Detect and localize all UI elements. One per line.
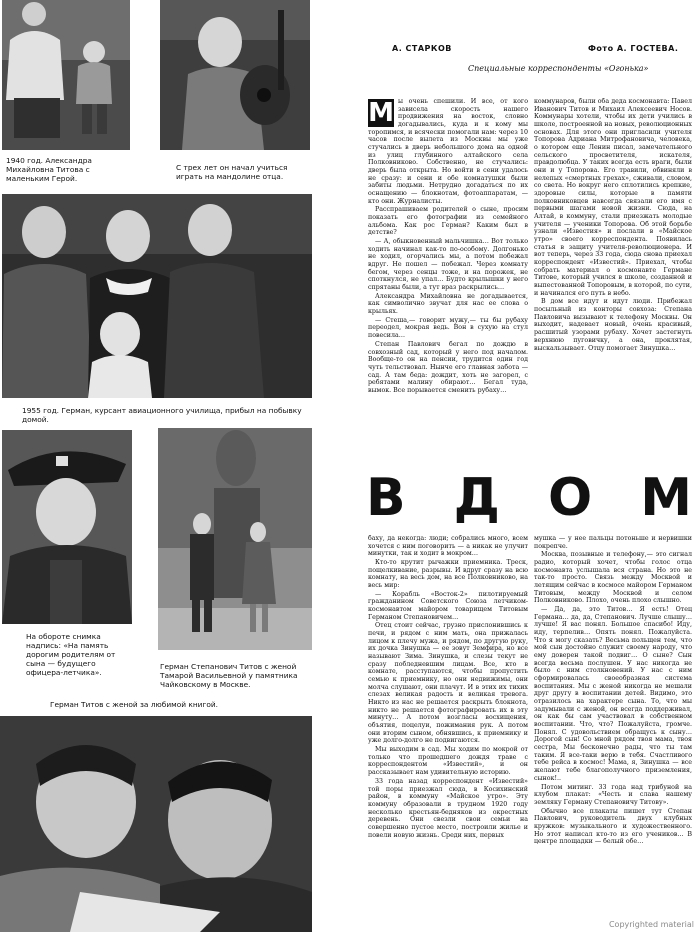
- paragraph: Степан Павлович бегал по дождю в совхозный сад, который у него под началом. Вообще-то он на пенсии, трудится один год чуть тельствовал. Нынче его главная забота — сад. А там беда: дождит, хоть не загорел, с ребятами малину обирают… Бегал туда, вымок. Все порывается сменить рубаху…: [368, 340, 528, 394]
- photo-family-portrait: [2, 194, 312, 398]
- drop-cap: М: [368, 98, 394, 128]
- caption-photo3: 1955 год. Герман, курсант авиационного училища, прибыл на побывку домой.: [22, 406, 302, 425]
- photo-mother-with-child: [2, 0, 130, 150]
- paragraph: Кто-то крутит рычажки приемника. Треск, пощелкивание, разрывы. И вдруг сразу на всю комнату, на весь дом, на все Полковниково, на весь мир:: [368, 559, 528, 590]
- paragraph: Александра Михайловна не догадывается, как символично звучат для нас ее слова о крыльях.: [368, 292, 528, 316]
- subtitle-correspondents: Специальные корреспонденты «Огонька»: [468, 64, 649, 73]
- paragraph: 33 года назад корреспондент «Известий» той поры приезжал сюда, в Косихинский район, в коммуну «Майское утро». Эту коммуну образовали в трудном 1920 году несколько крестьян-бедняков из окрестных деревень. Они свезли свои семьи на совершенно пустое место, построили жилье и повели новую жизнь. Среди них, первых: [368, 777, 528, 839]
- photo-cadet-portrait: [2, 430, 132, 624]
- headline-letter: В: [366, 468, 406, 528]
- paragraph: Отец стоит сейчас, грузно прислонившись к печи, и рядом с ним мать, она прижалась лицом к плечу мужа, и рядом, по другую руку, их дочка Зинушка — ее зовут Земфира, но все называют Зима. Зинушка, и слезы текут не сразу побледневшим лицам. Все, кто в комнате, расступаются, чтобы пропустить семью к приемнику, но они недвижимы, они молча слушают, они плачут. И в этих их тихих слезах великая радость и великая тревога. Никто из нас не решается раскрыть блокнота, никто не решается фотографировать их в эту минуту… А потом возгласы восхищения, объятия, поцелуи, пожимания рук. А потом они вторим сыном, обнявшись, к приемнику и уже долго-долго не подвигаются.: [368, 622, 528, 745]
- paragraph: Мы выходим в сад. Мы ходим по мокрой от только что прошедшего дождя траве с корреспондентом «Известий», и он рассказывает нам удивительную историю.: [368, 746, 528, 777]
- article-column-4: [534, 535, 692, 915]
- author-byline: А. СТАРКОВ: [392, 44, 452, 53]
- paragraph: Москва, позывные и телефону,— это сигнал радио, который хочет, чтобы голос отца космонавта услышала вся страна. Но это не так-то просто. Связь между Москвой и летящим сейчас в космосе майором Германом Титовым, между Москвой и селом Полковниково. Плохо, очень плохо слышно.: [534, 551, 692, 605]
- headline-letter: М: [640, 468, 692, 528]
- caption-photo4: На обороте снимка надпись: «На память дорогим родителям от сына — будущего офицера-летчика».: [26, 632, 116, 678]
- paragraph: В дом все идут и идут люди. Прибежал посыльный из конторы совхоза: Степана Павловича вызывают к телефону Москвы. Он выходит, надевает новый, очень красивый, расшитый узорами рубаху. Хочет застегнуть верхнюю пуговичку, а она, проклятая, выскальзывает. Отцу помогает Зинушка…: [534, 298, 692, 352]
- article-column-2: [534, 98, 692, 458]
- caption-photo6: Герман Титов с женой за любимой книгой.: [50, 700, 219, 709]
- paragraph: — Стеша,— говорит мужу,— ты бы рубаху переодел, мокрая ведь. Вон в сухую на стул повесила…: [368, 316, 528, 340]
- headline: [366, 470, 692, 526]
- article-column-1: [368, 98, 528, 458]
- paragraph: мушка — у нее пальцы потоньше и нервишки покрепче.: [534, 535, 692, 550]
- photo-couple-with-book: [0, 716, 312, 932]
- paragraph: Потом митинг. 33 года над трибуной на клубом плакат: «Честь и слава нашему земляку Герману Степановичу Титову».: [534, 783, 692, 806]
- paragraph: — А, обыкновенный мальчишка… Вот только ходить начинал как-то по-особому. Долгонько не ходил, огорчались мы, а потом побежал вдруг. Не пошел — побежал. Через комнату бегом, через сенцы тоже, и на порожек, не споткнулся, не упал… Будто крылышки у него спрятаны были, а тут враз раскрылись…: [368, 238, 528, 292]
- article-column-3: [368, 535, 528, 927]
- paragraph: коммунаров, были оба деда космонавта: Павел Иванович Титов и Михаил Алексеевич Носов. Коммунары хотели, чтобы их дети учились в школе, построенной на новых, революционных основах. Для этого они пригласили учителя Топорова Адриана Митрофановича, человека, о котором еще Ленин писал, замечательного сельского просветителя, искателя, правдолюбца. У таких всегда есть враги, были они и у Топорова. Его травили, обвиняли в нелепых «смертных грехах», сживали, словом, со света. Но вокруг него сплотились крепкие, здоровые силы, которые в памяти полковниковцев навсегда связали его имя с первыми шагами новой жизни. Сюда, на Алтай, в коммуну, стали приезжать молодые учителя — ученики Топорова. Об этой борьбе узнали «Известия» и послали в «Майское утро» своего корреспондента. Появилась статья в защиту учителя-революционера. И вот теперь, через 33 года, сюда снова приехал корреспондент «Известий». Приехал, чтобы собрать материал о космонавте Германе Титове, который учился в школе, созданной и выпестованной Топоровым, в которой, по сути, и начинался его путь в небо.: [534, 98, 692, 297]
- headline-letter: Д: [453, 468, 500, 528]
- headline-letter: О: [547, 468, 593, 528]
- paragraph: Расспрашиваем родителей о сыне, просим показать его фотографии из семейного альбома. Как рос Герман? Каким был в детстве?: [368, 206, 528, 237]
- caption-photo2: С трех лет он начал учиться играть на мандолине отца.: [176, 163, 288, 182]
- paragraph: — Да, да, это Титов… Я есть! Отец Германа… да, да, Степанович. Лучше слышу… лучше! Я вас понял. Большое спасибо! Иду, иду, терпелив… Опять понял. Пожалуйста. Что я могу сказать? Весьма польщен тем, что мой сын достойно служит своему народу, что ему доверен такой подвиг… О сыне? Сын всегда весьма послушен. У нас никогда не было с ним столкновений. У нас с ним сформировалась своеобразная система воспитания. Мы с женой никогда не мешали друг другу в воспитании детей. Видимо, это отразилось на характере сына. То, что мы задумывали с женой, он всегда поддерживал, он как бы сам участвовал в собственном воспитании. Что, что? Пожалуйста, громче. Понял. С удовольствием обращусь к сыну… Дорогой сын! Со мной рядом твоя мама, твоя сестра, Мы бесконечно рады, что ты там таким. Я все-таки верю в тебя. Счастливого тебе рейса в космос! Мама, я, Зинушка — все желают тебе благополучного приземления, сынок!..: [534, 606, 692, 782]
- copyright-notice: Copyrighted material: [608, 920, 694, 929]
- photo-credit: Фото А. ГОСТЕВА.: [588, 44, 679, 53]
- paragraph: Обычно все плакаты пишет тут Степан Павлович, руководитель двух клубных кружков: музыкального и художественного. Но этот написал кто-то из его учеников… В центре площадки — белый обе…: [534, 807, 692, 846]
- paragraph: — Корабль «Восток-2» пилотируемый гражданином Советского Союза летчиком-космонавтом майором товарищем Титовым Германом Степановичем…: [368, 590, 528, 621]
- caption-photo5: Герман Степанович Титов с женой Тамарой Васильевной у памятника Чайковскому в Москве.: [160, 662, 298, 690]
- caption-photo1: 1940 год. Александра Михайловна Титова с маленьким Герой.: [6, 156, 92, 184]
- paragraph: баху, да некогда: люди; собрались много, всем хочется с ним поговорить — а никак не улучит минутки, так и ходит в мокром…: [368, 535, 528, 558]
- photo-boy-with-mandolin: [160, 0, 310, 150]
- photo-couple-at-monument: [158, 428, 312, 650]
- paragraph: ы очень спешили. И все, от кого зависела скорость нашего продвижения на восток, словно догадывались, куда и к кому мы торопимся, и всячески помогали нам: через 10 часов после вылета из Москвы мы уже стучались в дверь небольшого дома на одной из улиц глубинного алтайского села Полковниково. Собственно, не стучались: дверь была открыта. Но войти в сени удалось не сразу: и сени и обе комнатушки были забиты людьми. Нетрудно догадаться по их оснащению — блокнотам, фотоаппаратам, — кто они. Журналисты.: [368, 98, 528, 205]
